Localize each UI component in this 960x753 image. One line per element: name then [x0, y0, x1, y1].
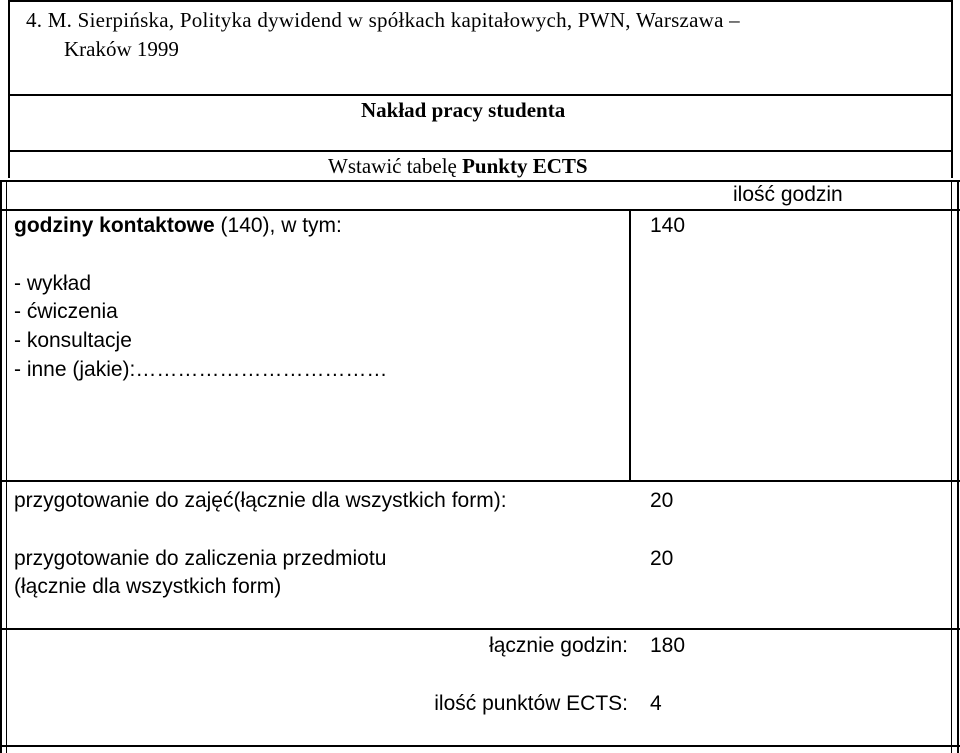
frame-top — [8, 0, 953, 2]
table-top-line — [0, 180, 960, 182]
insert-table-note — [328, 154, 588, 179]
contact-item-lecture: - wykład — [14, 272, 92, 295]
insert-table-bold: Punkty ECTS — [462, 154, 588, 178]
contact-hours-label — [14, 214, 342, 238]
hours-column-header: ilość godzin — [733, 183, 843, 206]
total-hours-value: 180 — [650, 634, 686, 657]
divider-reference — [8, 94, 953, 96]
prep-exam-label-line1: przygotowanie do zaliczenia przedmiotu — [14, 547, 387, 570]
contact-hours-bold: godziny kontaktowe — [14, 214, 215, 237]
table-left-line — [0, 180, 2, 753]
prep-classes-label: przygotowanie do zajęć(łącznie dla wszystkich form): — [14, 489, 507, 512]
contact-hours-value: 140 — [650, 214, 686, 237]
ects-points-value: 4 — [650, 692, 662, 715]
contact-item-consultations: - konsultacje — [14, 329, 132, 352]
contact-hours-rest: (140), w tym: — [214, 214, 342, 237]
table-left-inner-line — [6, 180, 7, 753]
insert-table-prefix: Wstawić tabelę — [328, 154, 463, 178]
divider-title — [8, 150, 953, 152]
prep-classes-value: 20 — [650, 489, 674, 512]
contact-bottom-line — [0, 480, 960, 482]
table-right-inner-line — [951, 180, 952, 753]
prep-exam-value: 20 — [650, 547, 674, 570]
column-divider — [629, 209, 631, 481]
table-header-bottom-line — [0, 209, 960, 211]
ects-points-label: ilość punktów ECTS: — [434, 692, 628, 715]
table-right-line — [957, 180, 959, 753]
contact-item-other: - inne (jakie):……………………………… — [14, 358, 388, 381]
table-bottom-line — [0, 745, 960, 747]
total-hours-label: łącznie godzin: — [489, 634, 628, 657]
workload-title: Nakład pracy studenta — [361, 98, 566, 122]
contact-item-exercises: - ćwiczenia — [14, 300, 118, 323]
reference-line-2: Kraków 1999 — [64, 37, 179, 61]
reference-line-1: 4. M. Sierpińska, Polityka dywidend w spółkach kapitałowych, PWN, Warszawa – — [26, 8, 740, 32]
prep-exam-label-line2: (łącznie dla wszystkich form) — [14, 575, 282, 598]
prep-bottom-line — [0, 628, 960, 630]
